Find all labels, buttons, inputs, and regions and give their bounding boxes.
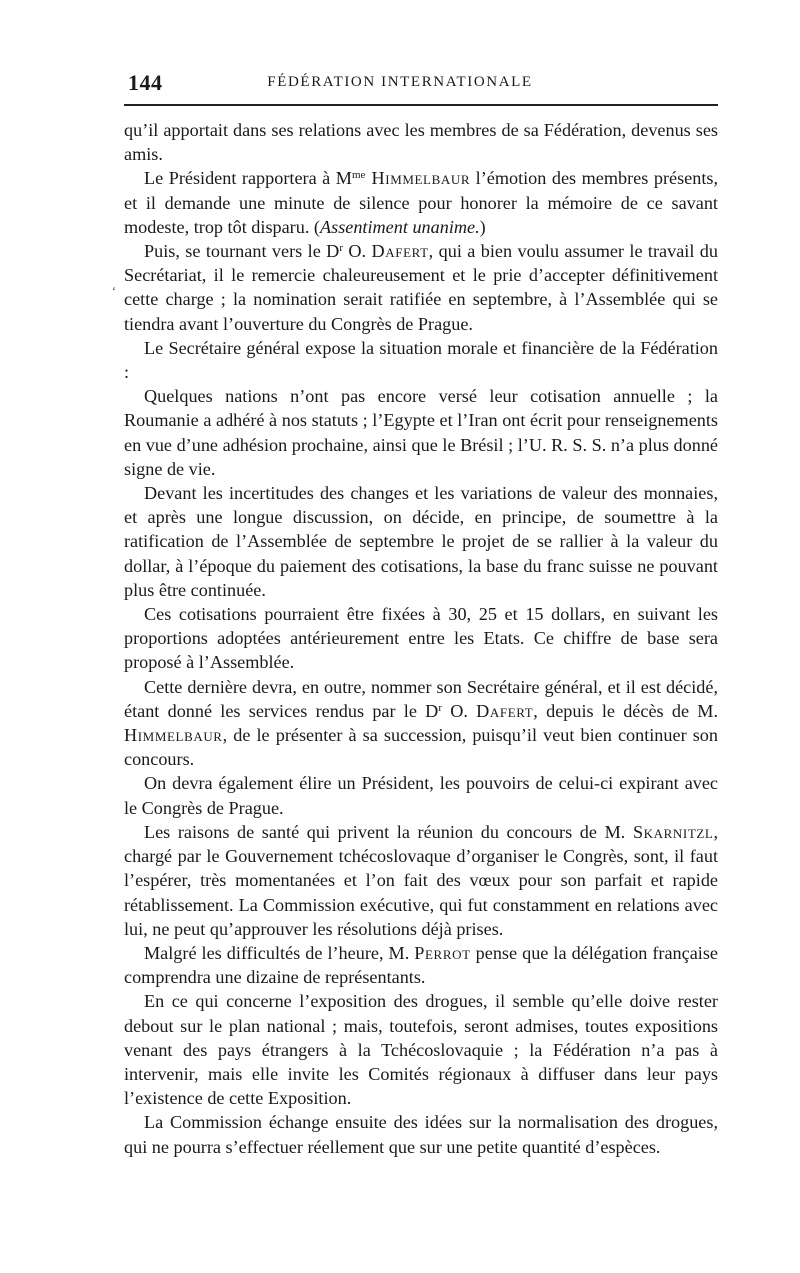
paragraph: On devra également élire un Président, les pouvoirs de celui-ci expirant avec le Congrès de Prague.: [124, 773, 718, 818]
paragraph: Devant les incertitudes des changes et les variations de valeur des monnaies, et après une longue discussion, on décide, en principe, de soumettre à la ratification de l’Assemblée de septembre le projet de se rallier à la valeur du dollar, à l’époque du paiement des cotisations, la base du franc suisse ne pouvant plus être continuée.: [124, 483, 718, 600]
paragraph: Le Président rapportera à $M^{me}$ Himmelbaur l’émotion des membres présents, et il demande une minute de silence pour honorer la mémoire de ce savant modeste, trop tôt disparu. (Assentiment unanime.): [124, 168, 719, 237]
paragraph: Quelques nations n’ont pas encore versé leur cotisation annuelle ; la Roumanie a adhéré à nos statuts ; l’Egypte et l’Iran ont écrit pour renseignements en vue d’une adhésion prochaine, ainsi que le Brésil ; l’U. R. S. S. n’a plus donné signe de vie.: [124, 386, 718, 479]
person-name: Perrot: [414, 942, 471, 963]
margin-mark: ‘: [112, 284, 116, 298]
person-name: Himmelbaur: [124, 725, 223, 746]
person-name: Dafert: [371, 241, 429, 262]
person-name: Himmelbaur: [365, 168, 471, 189]
body-text: [124, 118, 718, 1159]
person-name: Dafert: [476, 700, 534, 721]
paragraph: La Commission échange ensuite des idées sur la normalisation des drogues, qui ne pourra s’effectuer réellement que sur une petite quantité d’espèces.: [124, 1112, 718, 1157]
paragraph: qu’il apportait dans ses relations avec les membres de sa Fédération, devenus ses amis.: [124, 120, 718, 165]
paragraph: Le Secrétaire général expose la situation morale et financière de la Fédération :: [124, 337, 718, 383]
person-name: Skarnitzl: [632, 821, 714, 842]
running-title: FÉDÉRATION INTERNATIONALE: [267, 74, 533, 90]
paragraph: Les raisons de santé qui privent la réunion du concours de M. Skarnitzl, chargé par le Gouvernement tchécoslovaque d’organiser le Congrès, sont, il faut l’espérer, très momentanées et l’on fait des vœux pour son parfait et rapide rétablissement. La Commission exécutive, qui fut constamment en relations avec lui, ne peut qu’approuver les résolutions déjà prises.: [124, 821, 718, 939]
page-number: 144: [128, 70, 163, 95]
header-rule: [124, 104, 718, 106]
paragraph: Cette dernière devra, en outre, nommer son Secrétaire général, et il est décidé, étant donné les services rendus par le $D^r$ O. Dafert, depuis le décès de M. Himmelbaur, de le présenter à sa succession, puisqu’il veut bien continuer son concours.: [124, 676, 718, 770]
paragraph: Ces cotisations pourraient être fixées à 30, 25 et 15 dollars, en suivant les proportions adoptées antérieurement entre les Etats. Ce chiffre de base sera proposé à l’Assemblée.: [124, 604, 718, 673]
paragraph: En ce qui concerne l’exposition des drogues, il semble qu’elle doive rester debout sur le plan national ; mais, toutefois, seront admises, toutes expositions venant des pays étrangers à la Tchécoslovaquie ; la Fédération n’a pas à intervenir, mais elle invite les Comités régionaux à diffuser dans leur pays l’existence de cette Exposition.: [124, 991, 718, 1109]
italic-remark: Assentiment unanime.: [320, 216, 480, 237]
paragraph: Puis, se tournant vers le $D^r$ O. Dafert, qui a bien voulu assumer le travail du Secrétariat, il le remercie chaleureusement et le prie d’accepter définitivement cette charge ; la nomination serait ratifiée en septembre, à l’Assemblée qui se tiendra avant l’ouverture du Congrès de Prague.: [124, 241, 718, 334]
paragraph: Malgré les difficultés de l’heure, M. Perrot pense que la délégation française comprendra une dizaine de représentants.: [124, 942, 718, 988]
